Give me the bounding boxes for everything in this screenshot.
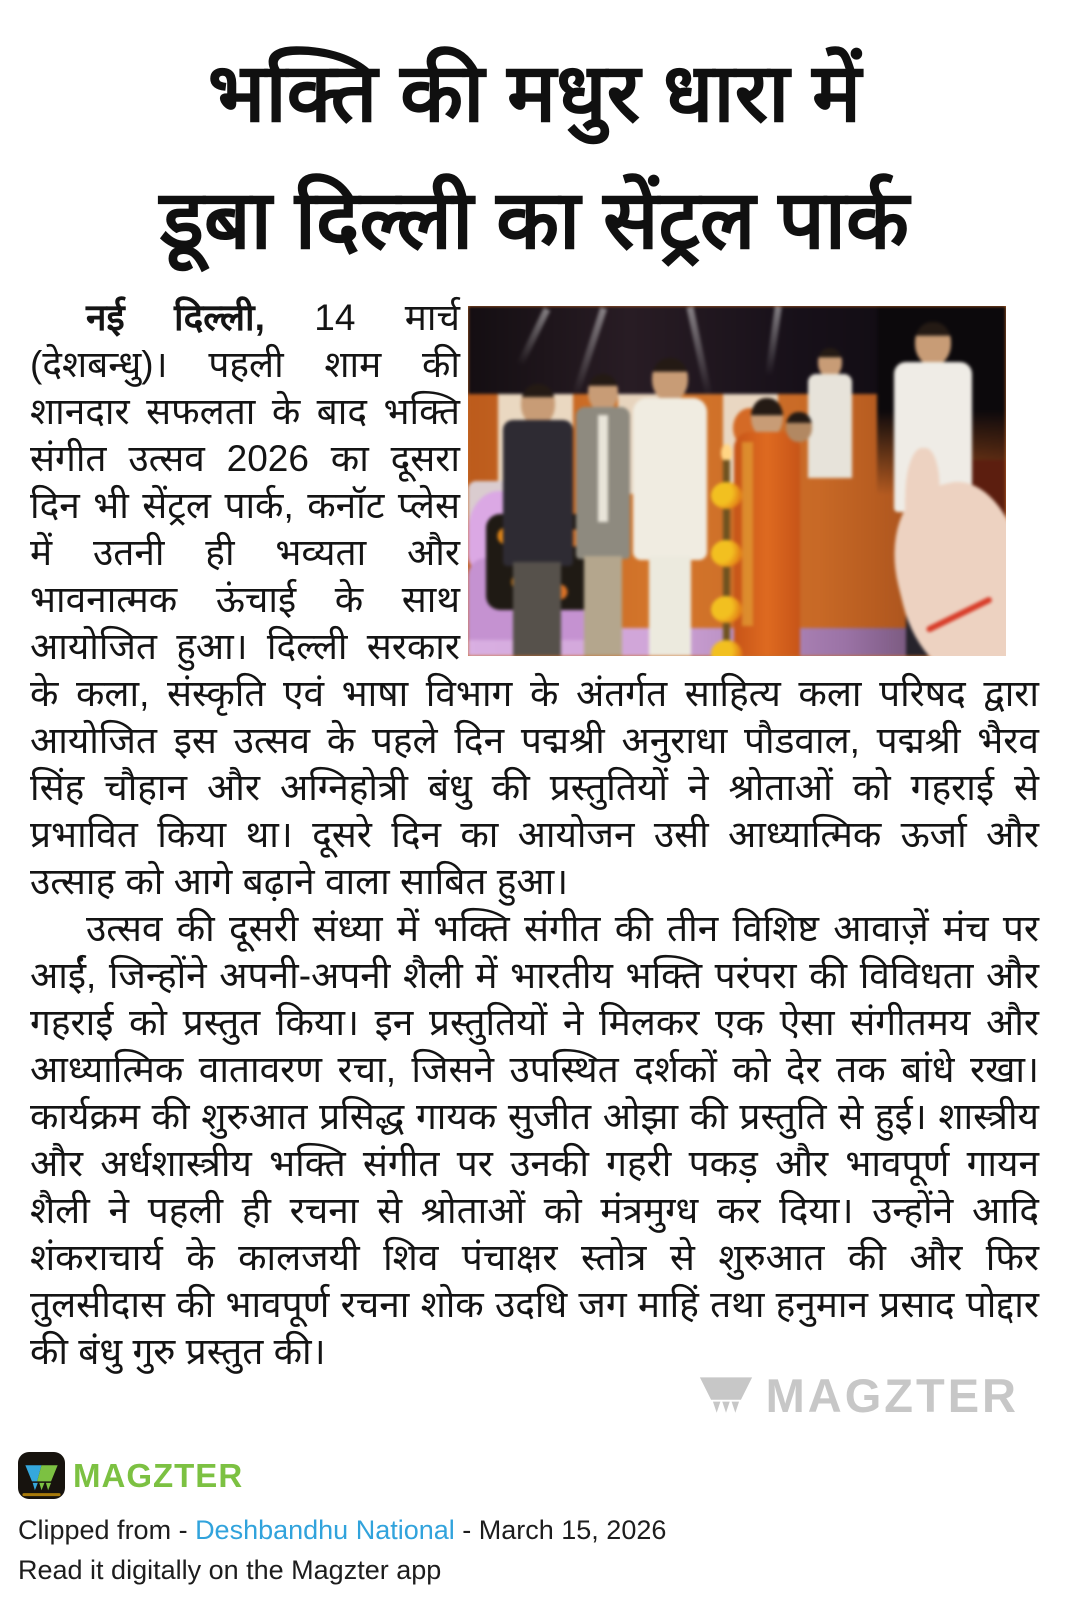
- person-head: [915, 322, 951, 366]
- magzter-logo-text: MAGZTER: [73, 1456, 244, 1494]
- dateline: नई दिल्ली,: [86, 297, 265, 339]
- marigold-flower: [711, 596, 742, 623]
- article-headline: [22, 30, 1047, 284]
- marigold-flower: [711, 640, 742, 656]
- person-torso: [808, 374, 852, 478]
- headline-line-2: डूबा दिल्ली का सेंट्रल पार्क: [159, 175, 909, 267]
- marigold-flower: [711, 540, 742, 567]
- article-body: [30, 294, 1039, 1375]
- watermark-cart-icon: [698, 1375, 754, 1417]
- marigold-flower: [711, 482, 742, 509]
- photo-person-gray-suit: [576, 374, 630, 656]
- person-legs: [649, 556, 691, 656]
- source-link[interactable]: Deshbandhu National: [195, 1515, 455, 1545]
- clipped-suffix: - March 15, 2026: [454, 1515, 667, 1545]
- photo-person-background: [808, 348, 852, 480]
- footer: [18, 1452, 666, 1586]
- headline-line-1: भक्ति की मधुर धारा में: [207, 48, 862, 139]
- paragraph-2: उत्सव की दूसरी संध्या में भक्ति संगीत की तीन विशिष्ट आवाज़ें मंच पर आईं, जिन्होंने अपनी-अपनी शैली में भारतीय भक्ति परंपरा की विविधता और गहराई को प्रस्तुत किया। इन प्रस्तुतियों ने मिलकर एक ऐसा संगीतमय और आध्यात्मिक वातावरण रचा, जिसने उपस्थित दर्शकों को देर तक बांधे रखा। कार्यक्रम की शुरुआत प्रसिद्ध गायक सुजीत ओझा की प्रस्तुति से हुई। शास्त्रीय और अर्धशास्त्रीय भक्ति संगीत पर उनकी गहरी पकड़ और भावपूर्ण गायन शैली ने पहली ही रचना से श्रोताओं को मंत्रमुग्ध कर दिया। उन्होंने आदि शंकराचार्य के कालजयी शिव पंचाक्षर स्तोत्र से शुरुआत की और फिर तुलसीदास की भावपूर्ण रचना शोक उदधि जग माहिं तथा हनुमान प्रसाद पोद्दार की बंधु गुरु प्रस्तुत की।: [30, 908, 1039, 1373]
- person-legs: [584, 556, 622, 656]
- tagline: Read it digitally on the Magzter app: [18, 1555, 442, 1585]
- watermark-text: MAGZTER: [765, 1369, 1019, 1422]
- article-photo: [468, 306, 1006, 656]
- photo-person-white-kurta: [633, 358, 707, 656]
- magzter-cart-icon: [18, 1452, 65, 1499]
- clipped-from-line: [18, 1515, 666, 1546]
- photo-scene: [468, 306, 1006, 656]
- person-head: [652, 358, 688, 402]
- photo-background-face: [786, 412, 812, 442]
- person-torso: [503, 420, 573, 566]
- person-torso: [633, 398, 707, 560]
- person-legs: [513, 562, 561, 656]
- clipped-prefix: Clipped from -: [18, 1515, 196, 1545]
- photo-ceremonial-lamp: [710, 444, 744, 656]
- magzter-logo: [18, 1452, 666, 1499]
- photo-person-dark-shirt: [503, 384, 573, 656]
- paragraph-1-text: 14 मार्च (देशबन्धु)। पहली शाम की शानदार सफलता के बाद भक्ति संगीत उत्सव 2026 का दूसरा दिन भी सेंट्रल पार्क, कनॉट प्लेस में उतनी ही भव्यता और भावनात्मक ऊंचाई के साथ आयोजित हुआ। दिल्ली सरकार के कला, संस्कृति एवं भाषा विभाग के अंतर्गत साहित्य कला परिषद द्वारा आयोजित इस उत्सव के पहले दिन पद्मश्री अनुराधा पौडवाल, पद्मश्री भैरव सिंह चौहान और अग्निहोत्री बंधु की प्रस्तुतियों ने श्रोताओं को गहराई से प्रभावित किया था। दूसरे दिन का आयोजन उसी आध्यात्मिक ऊर्जा और उत्साह को आगे बढ़ाने वाला साबित हुआ।: [30, 297, 1039, 903]
- magzter-watermark: [698, 1368, 1019, 1423]
- person-torso: [576, 407, 630, 559]
